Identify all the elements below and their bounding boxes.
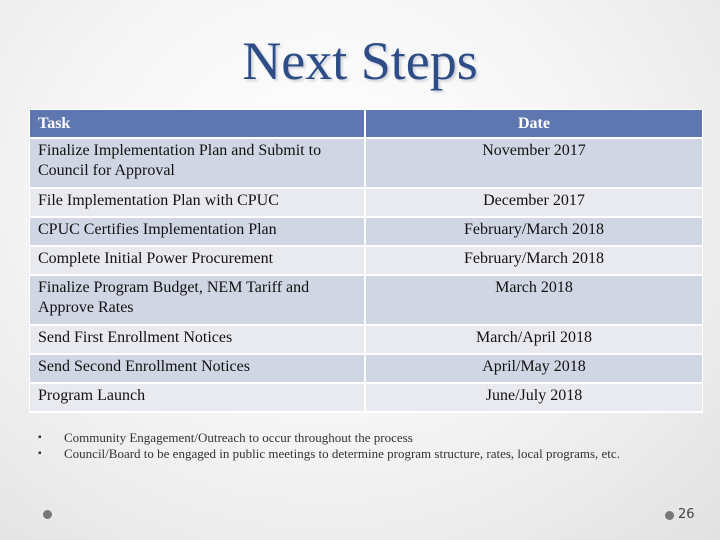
table-row <box>30 247 702 274</box>
date-cell: December 2017 <box>366 189 702 216</box>
task-cell: Send Second Enrollment Notices <box>30 355 364 382</box>
next-steps-table <box>29 109 703 413</box>
task-cell: Complete Initial Power Procurement <box>30 247 364 274</box>
task-cell: Finalize Implementation Plan and Submit to Council for Approval <box>30 139 364 187</box>
date-cell: February/March 2018 <box>366 247 702 274</box>
table-row <box>30 355 702 382</box>
table-header-row <box>30 110 702 137</box>
bullet-icon: ▪ <box>38 432 42 443</box>
table-row <box>30 384 702 411</box>
task-cell: File Implementation Plan with CPUC <box>30 189 364 216</box>
date-cell: March 2018 <box>366 276 702 324</box>
table-row <box>30 189 702 216</box>
task-cell: Program Launch <box>30 384 364 411</box>
list-item <box>38 430 678 446</box>
footer-dot-right-icon <box>665 511 674 520</box>
bullet-icon: ▪ <box>38 448 42 459</box>
task-cell: Finalize Program Budget, NEM Tariff and Approve Rates <box>30 276 364 324</box>
task-cell: Send First Enrollment Notices <box>30 326 364 353</box>
date-cell: April/May 2018 <box>366 355 702 382</box>
table-row <box>30 139 702 187</box>
header-task: Task <box>30 110 364 137</box>
header-date: Date <box>366 110 702 137</box>
slide-title: Next Steps <box>242 31 478 91</box>
page-number: 26 <box>678 507 695 522</box>
date-cell: November 2017 <box>366 139 702 187</box>
notes-list <box>38 430 678 462</box>
table-row <box>30 218 702 245</box>
date-cell: March/April 2018 <box>366 326 702 353</box>
table-row <box>30 326 702 353</box>
task-cell: CPUC Certifies Implementation Plan <box>30 218 364 245</box>
bullet-text: Community Engagement/Outreach to occur throughout the process <box>64 430 413 445</box>
date-cell: June/July 2018 <box>366 384 702 411</box>
list-item <box>38 446 678 462</box>
table-row <box>30 276 702 324</box>
footer-dot-left-icon <box>43 510 52 519</box>
bullet-text: Council/Board to be engaged in public meetings to determine program structure, rates, local programs, etc. <box>64 446 620 461</box>
date-cell: February/March 2018 <box>366 218 702 245</box>
